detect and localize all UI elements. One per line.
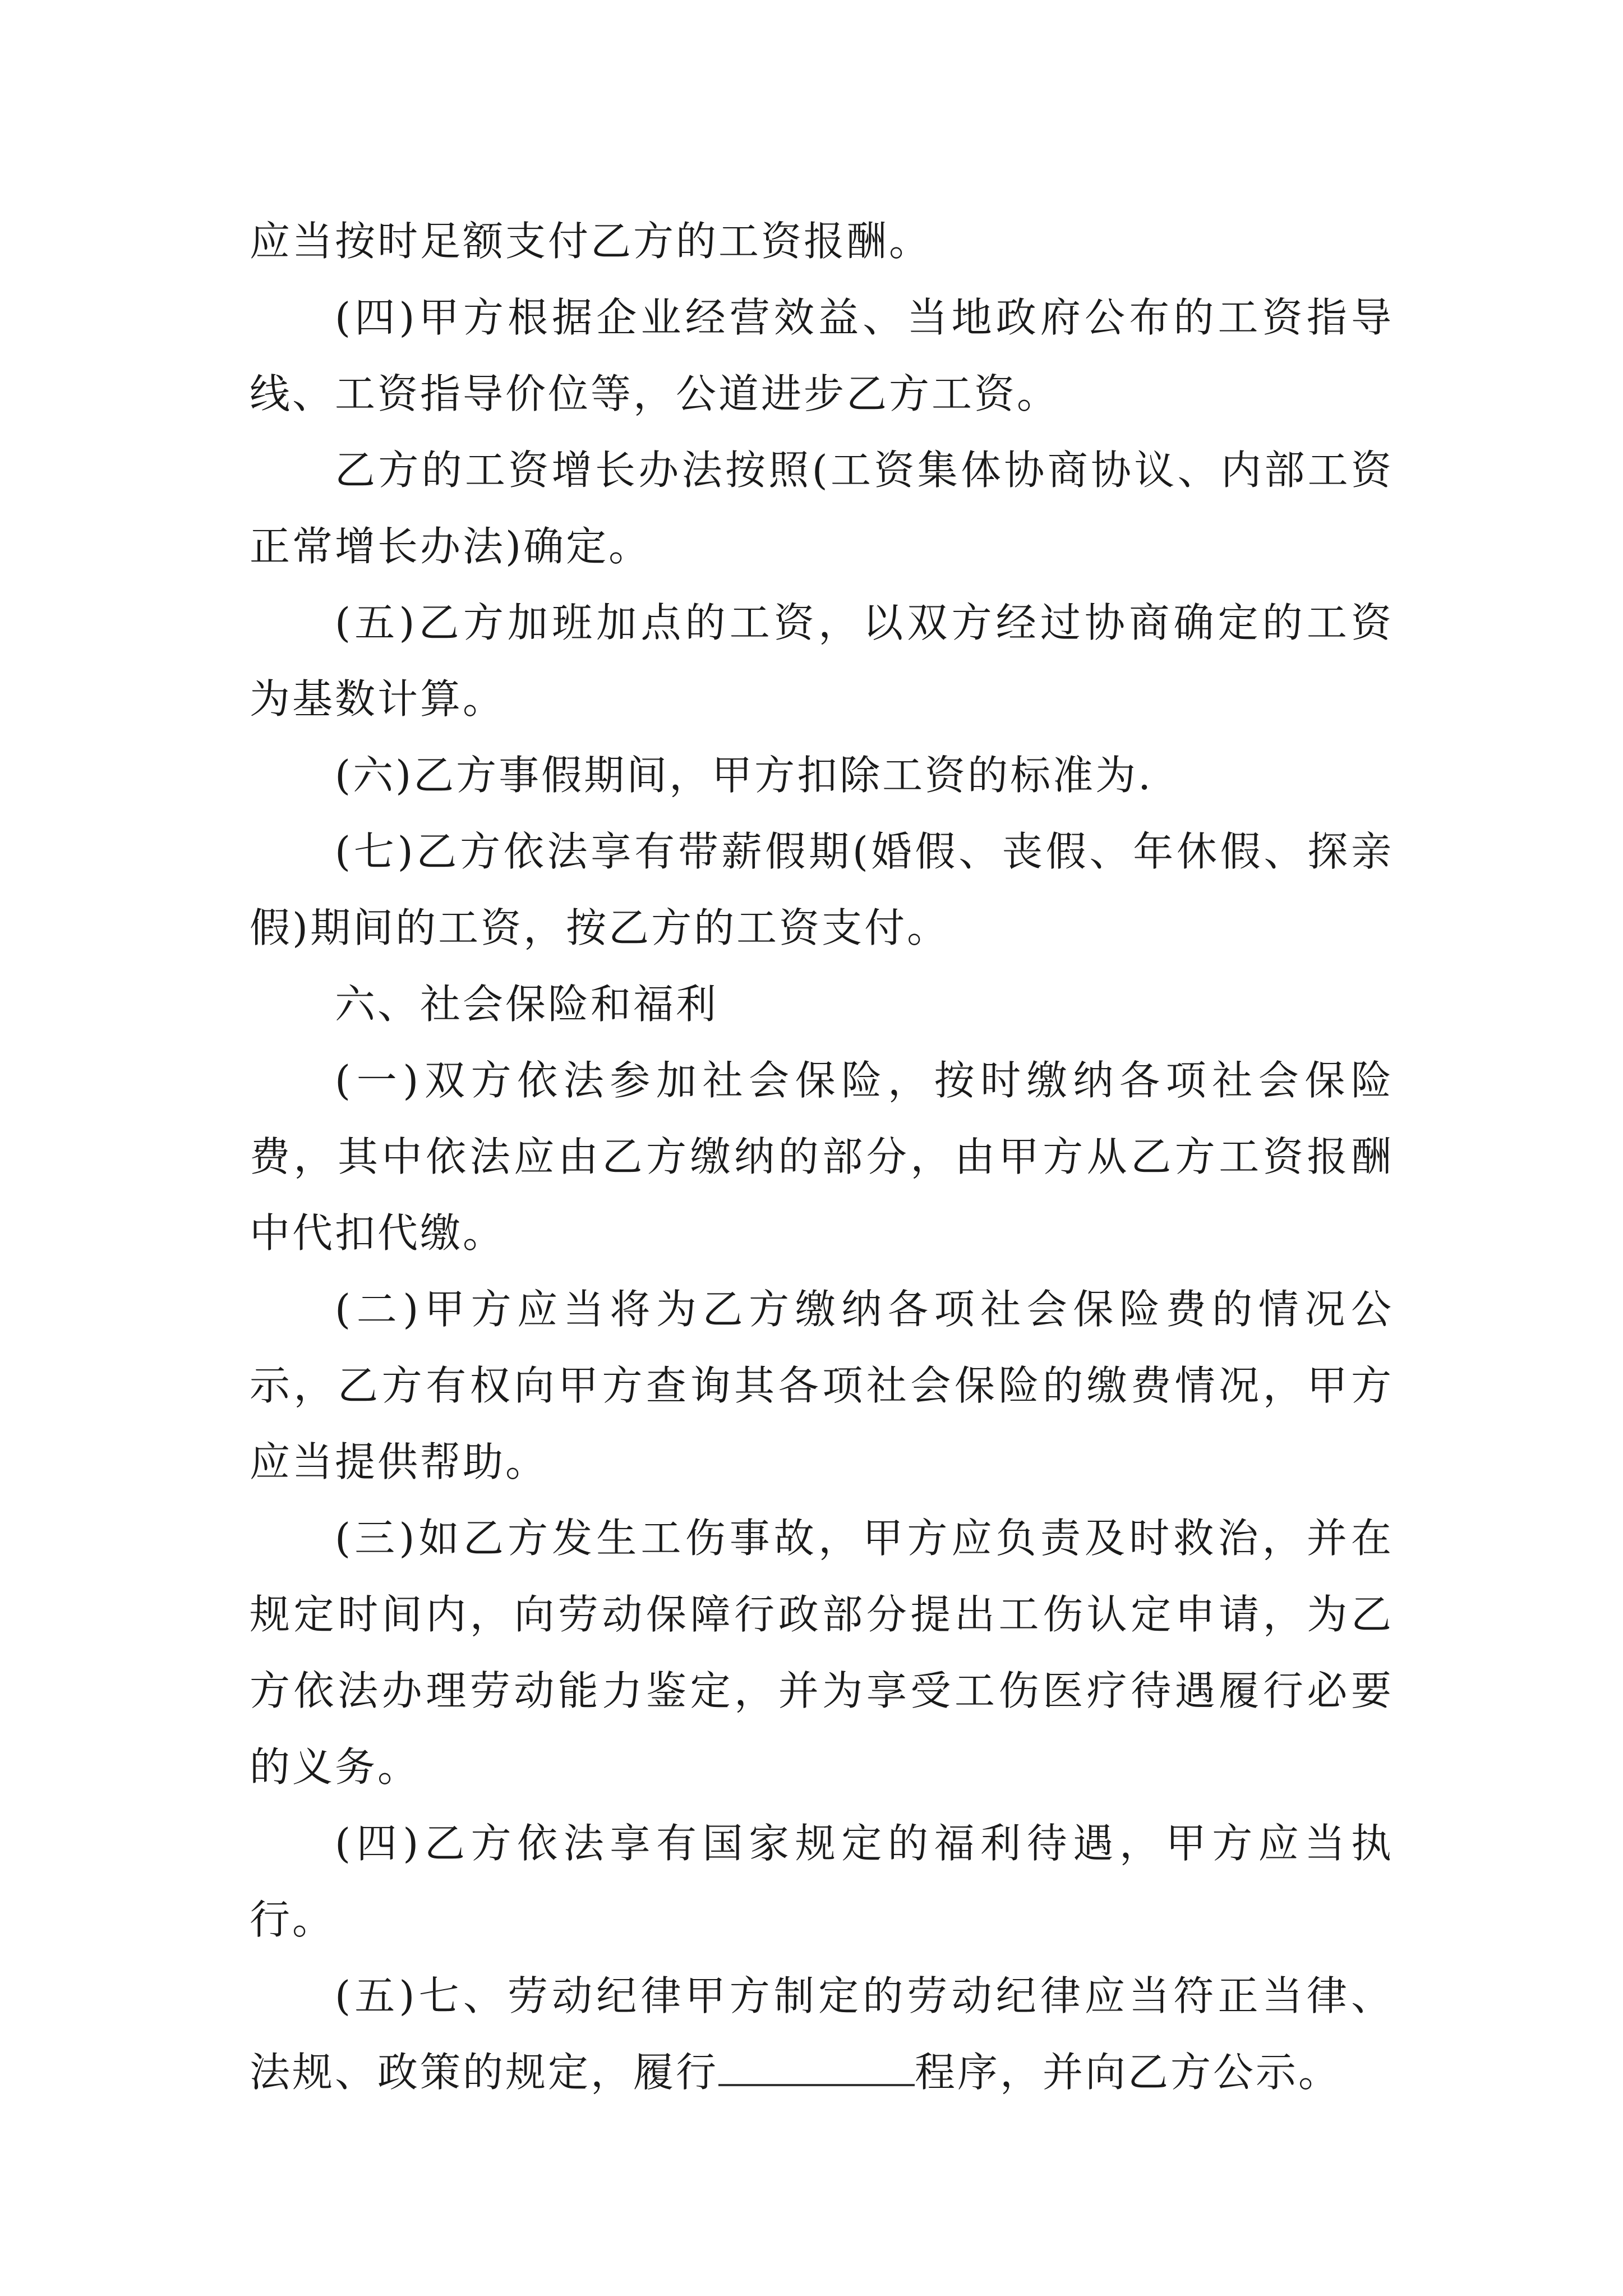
document-page xyxy=(250,203,1394,2110)
paragraph-6: (七)乙方依法享有带薪假期(婚假、丧假、年休假、探亲假)期间的工资，按乙方的工资支付。 xyxy=(250,828,1394,951)
paragraph-11 xyxy=(250,1958,1394,2110)
section-heading: 六、社会保险和福利 xyxy=(335,981,719,1028)
paragraph-11-suffix: 程序，并向乙方公示。 xyxy=(915,2049,1341,2096)
paragraph-3: 乙方的工资增长办法按照(工资集体协商协议、内部工资正常增长办法)确定。 xyxy=(250,447,1394,570)
paragraph-8: (二)甲方应当将为乙方缴纳各项社会保险费的情况公示，乙方有权向甲方查询其各项社会保险的缴费情况，甲方应当提供帮助。 xyxy=(250,1286,1394,1485)
paragraph-4: (五)乙方加班加点的工资，以双方经过协商确定的工资为基数计算。 xyxy=(250,599,1394,723)
paragraph-10: (四)乙方依法享有国家规定的福利待遇，甲方应当执行。 xyxy=(250,1820,1394,1943)
paragraph-2: (四)甲方根据企业经营效益、当地政府公布的工资指导线、工资指导价位等，公道进步乙方工资。 xyxy=(250,294,1394,417)
paragraph-1: 应当按时足额支付乙方的工资报酬。 xyxy=(250,218,932,265)
paragraph-5: (六)乙方事假期间，甲方扣除工资的标准为. xyxy=(335,752,1154,799)
fill-in-blank xyxy=(718,2053,915,2086)
paragraph-7: (一)双方依法参加社会保险，按时缴纳各项社会保险费，其中依法应由乙方缴纳的部分，由甲方从乙方工资报酬中代扣代缴。 xyxy=(250,1057,1394,1257)
paragraph-11-text: (五)七、劳动纪律甲方制定的劳动纪律应当符正当律、法规、政策的规定，履行 xyxy=(250,1972,1394,2096)
paragraph-9: (三)如乙方发生工伤事故，甲方应负责及时救治，并在规定时间内，向劳动保障行政部分提出工伤认定申请，为乙方依法办理劳动能力鉴定，并为享受工伤医疗待遇履行必要的义务。 xyxy=(250,1515,1394,1791)
